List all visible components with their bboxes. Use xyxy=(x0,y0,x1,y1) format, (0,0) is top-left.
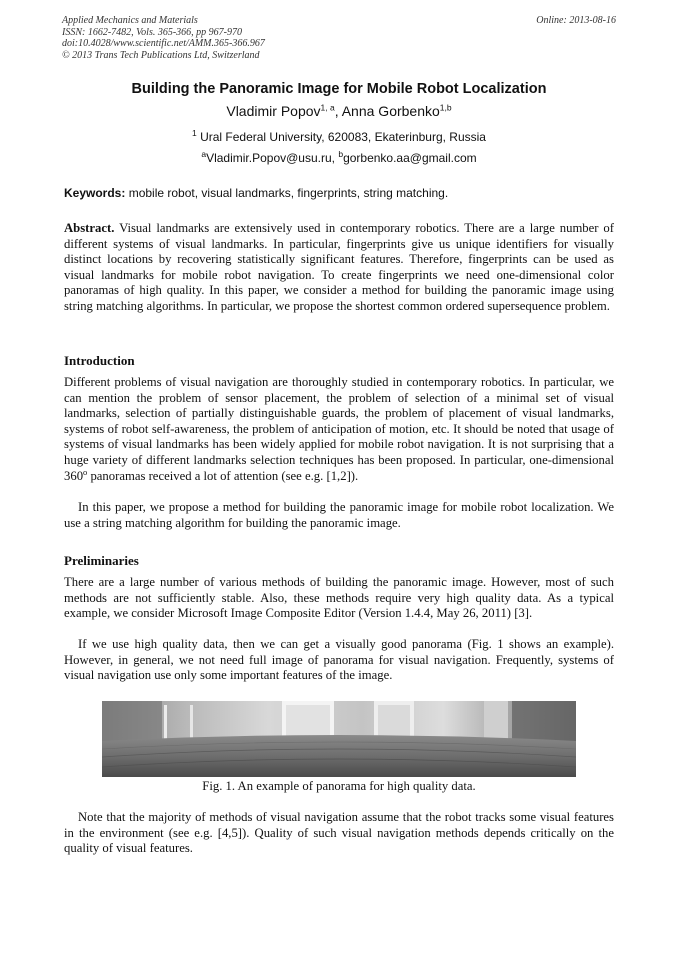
journal-name: Applied Mechanics and Materials xyxy=(62,15,198,26)
author-2: Anna Gorbenko xyxy=(341,103,440,119)
introduction-paragraph-1 xyxy=(64,375,614,484)
abstract xyxy=(64,221,614,315)
prelim-p2-text: If we use high quality data, then we can get a visually good panorama (Fig. 1 shows an example). However, in general, we not need full image of panorama for visual navigation. Frequently, systems of visual navigation use only some important features of the image. xyxy=(64,637,614,683)
keywords-label: Keywords: xyxy=(64,186,126,200)
panorama-image xyxy=(102,701,576,777)
door-3 xyxy=(484,701,508,743)
introduction-paragraph-2 xyxy=(64,500,614,531)
copyright: © 2013 Trans Tech Publications Ltd, Switzerland xyxy=(62,49,260,61)
intro-p1-text-a: Different problems of visual navigation are thoroughly studied in contemporary robotics. In particular, we can mention the problem of sensor placement, the problem of selection of a minimal set of visual landmarks, selection of partially distinguishable guards, the problem of placement of visual landmarks, systems of robot self-awareness, the problem of anticipation of motion, etc. It should be noted that usage of systems of visual landmarks has been widely applied for mobile robot navigation. It is not surprising that a huge variety of different landmarks selection techniques has been proposed. In particular, one-dimensional 360 xyxy=(64,375,614,483)
affiliation-text: Ural Federal University, 620083, Ekaterinburg, Russia xyxy=(196,130,486,144)
affiliation-marker: 1 xyxy=(192,128,197,138)
author-2-affiliation: 1,b xyxy=(439,102,452,113)
intro-p2-text: In this paper, we propose a method for building the panoramic image for mobile robot localization. We use a string matching algorithm for building the panoramic image. xyxy=(64,500,614,530)
email-1-marker: a xyxy=(201,149,207,159)
introduction-heading: Introduction xyxy=(64,353,135,368)
floor xyxy=(102,735,576,777)
closing-paragraph xyxy=(64,810,614,857)
door-frame-2 xyxy=(190,705,193,741)
preliminaries-paragraph-1: There are a large number of various methods of building the panoramic image. However, most of such methods are not sufficiently stable. Also, these methods require very high quality data. As a typical example, we consider Microsoft Image Composite Editor (Version 1.4.4, May 26, 2011) [3]. xyxy=(64,575,614,621)
author-1-affiliation: 1, a xyxy=(320,102,335,113)
affiliation-line xyxy=(0,130,678,144)
author-1: Vladimir Popov xyxy=(226,103,321,119)
email-1: Vladimir.Popov@usu.ru xyxy=(206,151,332,165)
issn: ISSN: 1662-7482, Vols. 365-366, pp 967-970 xyxy=(62,26,242,38)
keywords xyxy=(64,186,616,200)
email-2-marker: b xyxy=(338,149,344,159)
door-frame-1 xyxy=(164,705,167,741)
degree-superscript: o xyxy=(83,466,88,477)
closing-text: Note that the majority of methods of visual navigation assume that the robot tracks some visual features in the environment (see e.g. [4,5]). Quality of such visual navigation methods depends critically on the quality of visual features. xyxy=(64,810,614,856)
email-separator: , xyxy=(331,151,339,165)
email-2: gorbenko.aa@gmail.com xyxy=(343,151,477,165)
right-shadow xyxy=(512,701,576,743)
door-1-panel xyxy=(286,705,330,739)
page-header xyxy=(62,15,616,61)
left-shadow xyxy=(102,701,162,743)
abstract-label: Abstract. xyxy=(64,221,115,235)
door-2-panel xyxy=(378,705,410,739)
preliminaries-paragraph-2 xyxy=(64,637,614,684)
figure-caption: Fig. 1. An example of panorama for high quality data. xyxy=(202,779,476,793)
online-date: Online: 2013-08-16 xyxy=(536,15,616,26)
authors-line xyxy=(0,103,678,119)
author-separator: , xyxy=(334,103,342,119)
abstract-text: Visual landmarks are extensively used in contemporary robotics. There are a large number of different systems of visual landmarks. In particular, fingerprints give us unique identifiers for visually distinct locations by recovering statistically significant features. Therefore, fingerprints can be used as visual landmarks for mobile robot navigation. To create fingerprints we need one-dimensional color panoramas of high quality. In this paper, we consider a method for building the panoramic image using string matching algorithms. In particular, we propose the shortest common ordered supersequence problem. xyxy=(64,221,614,313)
keywords-text: mobile robot, visual landmarks, fingerprints, string matching. xyxy=(125,186,449,200)
panorama-figure xyxy=(102,701,576,777)
doi: doi:10.4028/www.scientific.net/AMM.365-366.967 xyxy=(62,38,265,49)
intro-p1-text-b: panoramas received a lot of attention (see e.g. [1,2]). xyxy=(87,468,359,483)
emails-line xyxy=(0,151,678,165)
paper-title: Building the Panoramic Image for Mobile Robot Localization xyxy=(131,81,547,97)
preliminaries-heading: Preliminaries xyxy=(64,553,139,568)
